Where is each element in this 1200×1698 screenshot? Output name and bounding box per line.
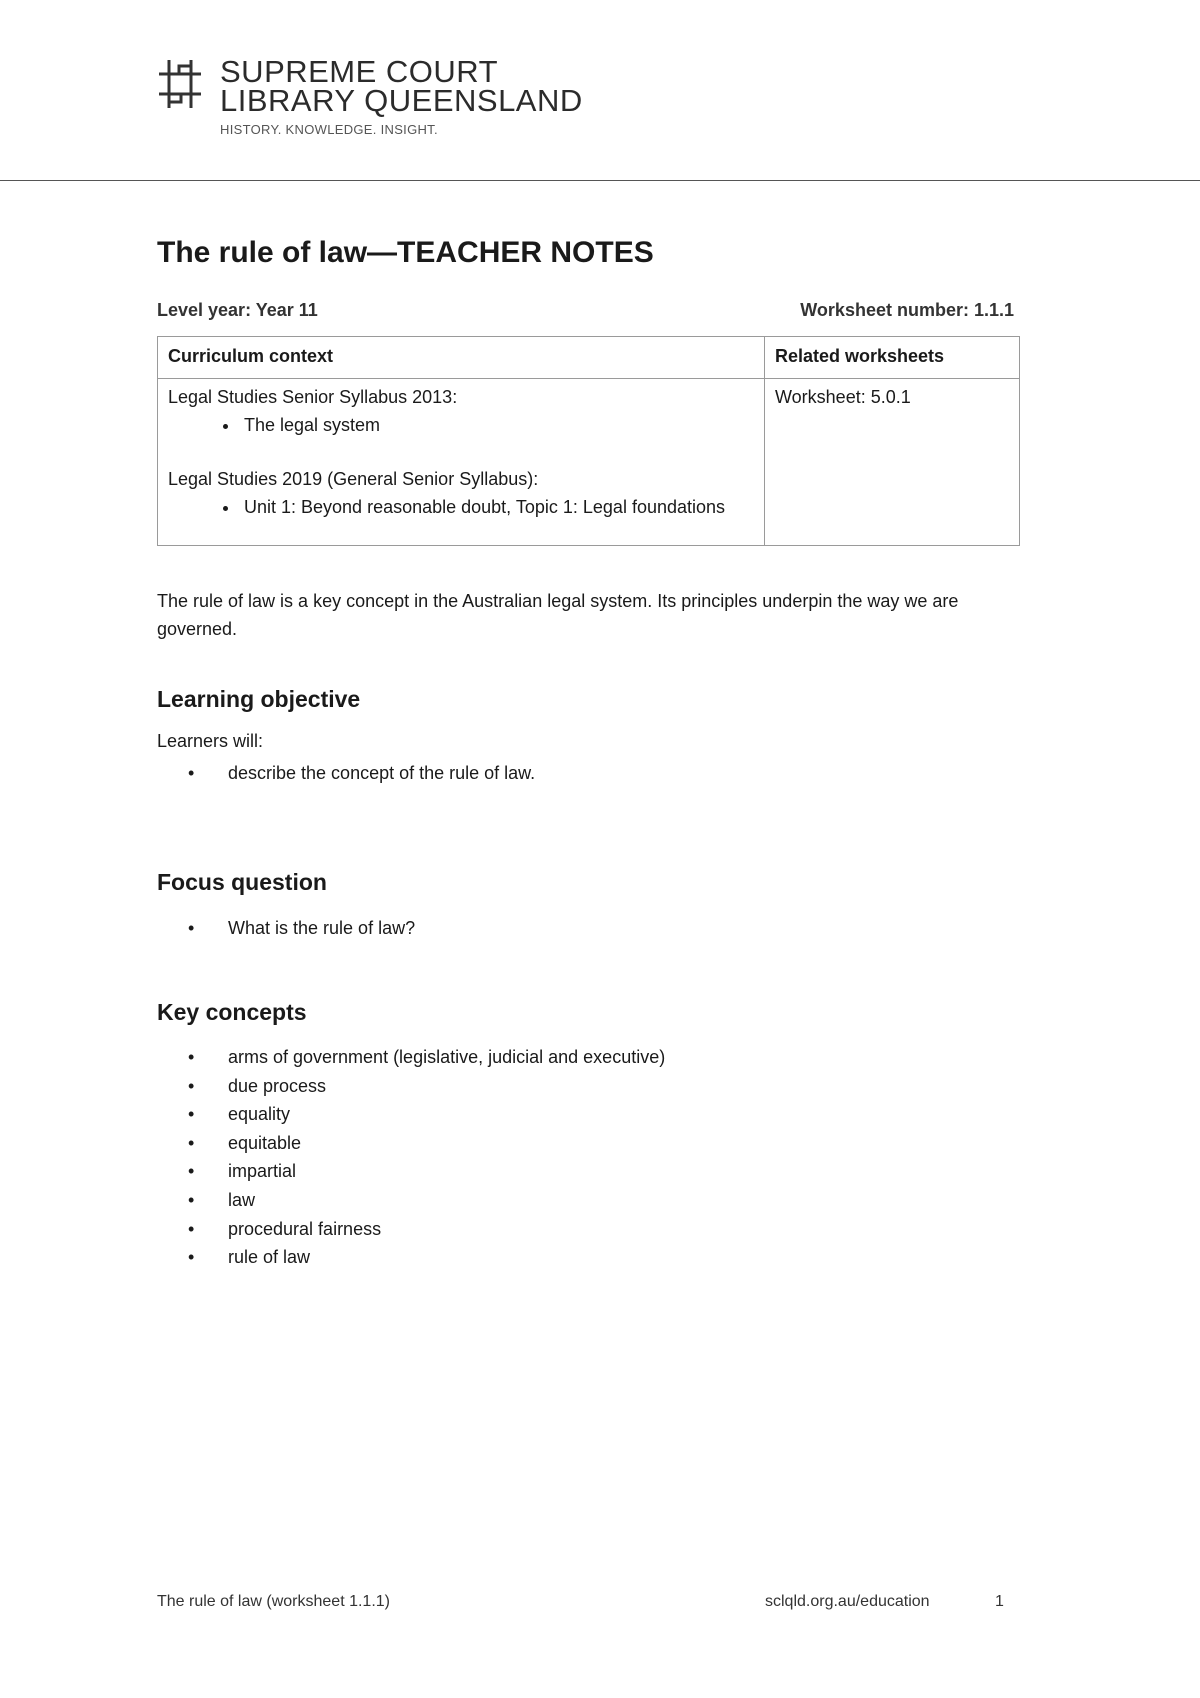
worksheet-number: Worksheet number: 1.1.1 xyxy=(800,300,1014,320)
footer-title: The rule of law (worksheet 1.1.1) xyxy=(157,1593,390,1610)
curriculum-context-header: Curriculum context xyxy=(158,337,765,379)
curriculum-context-cell xyxy=(158,379,765,546)
syllabus-2013-label: Legal Studies Senior Syllabus 2013: xyxy=(168,387,458,407)
key-concepts-list xyxy=(157,1043,665,1272)
syllabus-2013-list xyxy=(168,411,754,439)
learners-lead: Learners will: xyxy=(157,731,264,751)
focus-question-list xyxy=(157,914,415,943)
list-item: • rule of law xyxy=(157,1243,665,1272)
footer-url: sclqld.org.au/education xyxy=(765,1593,930,1610)
related-worksheets-cell: Worksheet: 5.0.1 xyxy=(765,379,1020,546)
learning-objective-heading: Learning objective xyxy=(157,686,361,712)
list-item: • describe the concept of the rule of law. xyxy=(157,759,535,788)
logo-text-line2: LIBRARY QUEENSLAND xyxy=(220,83,583,118)
logo-tagline: HISTORY. KNOWLEDGE. INSIGHT. xyxy=(220,122,438,137)
learning-objective-list xyxy=(157,759,535,788)
list-item: • procedural fairness xyxy=(157,1215,665,1244)
related-worksheets-header: Related worksheets xyxy=(765,337,1020,379)
syllabus-2019-label: Legal Studies 2019 (General Senior Syllabus): xyxy=(168,469,539,489)
page-title: The rule of law—TEACHER NOTES xyxy=(157,236,654,269)
list-item: • equitable xyxy=(157,1129,665,1158)
list-item: • equality xyxy=(157,1100,665,1129)
list-item: • What is the rule of law? xyxy=(157,914,415,943)
syllabus-2019-list xyxy=(168,493,754,521)
list-item: • law xyxy=(157,1186,665,1215)
list-item: • The legal system xyxy=(240,411,754,439)
key-concepts-heading: Key concepts xyxy=(157,999,307,1025)
level-year: Level year: Year 11 xyxy=(157,300,318,320)
list-item: • impartial xyxy=(157,1157,665,1186)
library-logo-icon xyxy=(155,56,205,112)
curriculum-table xyxy=(157,336,1020,546)
list-item: • Unit 1: Beyond reasonable doubt, Topic 1: Legal foundations xyxy=(240,493,754,521)
focus-question-heading: Focus question xyxy=(157,869,327,895)
intro-paragraph: The rule of law is a key concept in the Australian legal system. Its principles underpin the way we are governed. xyxy=(157,591,959,639)
page-number: 1 xyxy=(995,1593,1004,1610)
logo-text-line1: SUPREME COURT xyxy=(220,54,499,89)
header-divider xyxy=(0,180,1200,181)
list-item: • due process xyxy=(157,1072,665,1101)
list-item: • arms of government (legislative, judicial and executive) xyxy=(157,1043,665,1072)
